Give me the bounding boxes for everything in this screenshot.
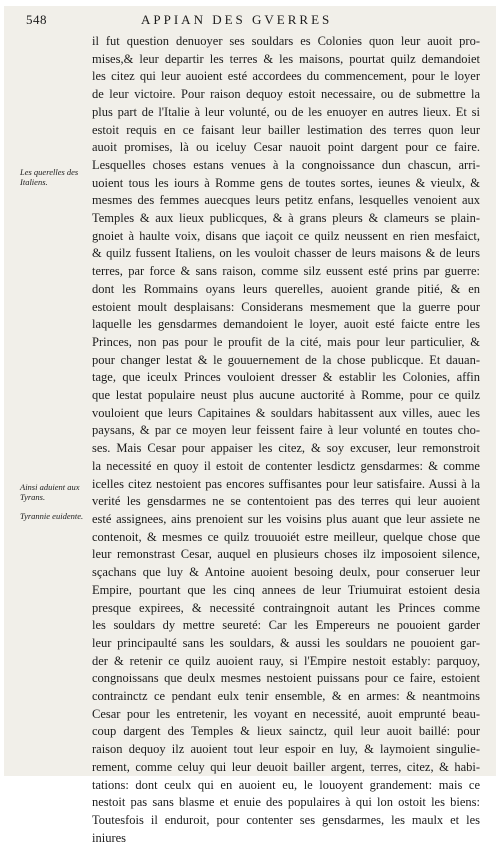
text-line: pour changer lestat & le gouuernement de la chose publicque. Et dauan-: [92, 352, 480, 367]
margin-notes: [20, 6, 88, 766]
text-line: laquelle les gensdarmes demandoient le loyer, auoit esté faicte entre les: [92, 317, 480, 332]
book-page: [4, 6, 496, 845]
text-line: nestoit pas sans blasme et enuie des populaires à qui lon ostoit les biens:: [92, 795, 480, 810]
text-line: & quilz fussent Italiens, on les vouloit chasser de leurs maisons & de leurs: [92, 246, 480, 261]
text-line: estoit requis en ce faisant leur bailler lestimation des terres quon leur: [92, 122, 480, 137]
text-line: mesmes des femmes auecques leurs petitz enfans, lesquelles venoient aux: [92, 193, 480, 208]
text-line: Toutesfois il enduroit, pour contenter ses gensdarmes, les maulx et les: [92, 812, 480, 827]
text-line: Princes, non pas pour le proufit de la cité, mais pour leur particulier, &: [92, 334, 480, 349]
text-line: verité les gensdarmes ne se contentoient pas des terres qui leur auoient: [92, 494, 480, 509]
text-line: dont les Rommains oyans leurs querelles, auoient grande pitié, & en: [92, 281, 480, 296]
text-line: les citez qui leur auoient esté accordees du commencement, pour le loyer: [92, 69, 480, 84]
text-line: estoient moult desplaisans: Considerans mesmement que la guerre pour: [92, 299, 480, 314]
text-line: les souldars dy mettre seureté: Car les Empereurs ne pouoient garder: [92, 618, 480, 633]
text-line: congnoissans que deulx mesmes nestoient puissans pour ce faire, estoient: [92, 671, 480, 686]
text-line: Empire, pourtant que les cinq annees de leur Triumuirat estoient desia: [92, 582, 480, 597]
text-line: la necessité en quoy il estoit de contenter lesdictz gensdarmes: & comme: [92, 458, 480, 473]
text-line: rement, comme celuy qui leur deuoit bailler argent, terres, citez, & habi-: [92, 759, 480, 774]
text-line: Temples & aux lieux publicques, & à grans pleurs & clameurs se plain-: [92, 211, 480, 226]
text-line: uoient tous les iours à Romme gens de toutes sortes, ieunes & vieulx, &: [92, 175, 480, 190]
margin-note: Les querelles des Italiens.: [20, 167, 79, 187]
running-head: APPIAN DES GVERRES: [141, 12, 333, 27]
text-line: Lesquelles choses estans venues à la congnoissance dun chascun, arri-: [92, 157, 480, 172]
text-line: sçachans que luy & Antoine auoient besoing deulx, pour conseruer leur: [92, 565, 480, 580]
text-line: terres, par force & sans raison, comme silz eussent esté prins par guerre:: [92, 264, 480, 279]
text-line: que lestat populaire neust plus aucune auctorité à Romme, pour ce quilz: [92, 388, 480, 403]
text-line: esté assignees, ains prenoient sur les voisins plus auant que leur assiete ne: [92, 511, 480, 526]
text-line: gnoiet à haulte voix, disans que iaçoit ce quilz neussent en rien mesfaict,: [92, 228, 480, 243]
text-line: der & retenir ce quilz auoient rauy, si l'Empire nestoit estably: parquoy,: [92, 653, 480, 668]
text-line: leur principaulté sans les souldars, & aussi les souldars ne pouoient gar-: [92, 635, 480, 650]
text-line: leur remonstrast Cesar, auquel en plusieurs choses ilz imposoient silence,: [92, 547, 480, 562]
text-line: raison dequoy ilz auoient tout leur espoir en luy, & laymoient singulie-: [92, 742, 480, 757]
text-line: contrainctz ce pendant eulx tenir ensemble, & en armes: & neantmoins: [92, 689, 480, 704]
margin-note: Tyrannie euidente.: [20, 511, 84, 521]
page-number: 548: [26, 12, 47, 27]
text-line: contenoit, & mesmes ce quilz trouuoiét estre meilleur, quelque chose que: [92, 529, 480, 544]
text-line: Cesar pour les entretenir, les voyant en necessité, auoit emprunté beau-: [92, 706, 480, 721]
text-line: coup dargent des Temples & lieux sainctz, quil leur auoit baillé: pour: [92, 724, 480, 739]
margin-note: Ainsi aduient aux Tyrans.: [20, 482, 80, 502]
text-line: icelles citez nestoient pas encores suffisantes pour leur satisfaire. Aussi à la: [92, 476, 480, 491]
text-line: plus part de l'Italie à leur volunté, ou de les enuoyer en autres lieux. Et si: [92, 104, 480, 119]
text-line: de leur victoire. Pour raison dequoy estoit necessaire, ou de submettre la: [92, 87, 480, 102]
text-line: auoit promises, là ou iceluy Cesar nauoit point dargent pour ce faire.: [92, 140, 480, 155]
text-line: iniures: [92, 830, 127, 845]
body-text: [92, 33, 480, 847]
text-line: ses. Mais Cesar pour appaiser les citez, & soy excuser, leur remonstroit: [92, 441, 480, 456]
text-line: vouloient que leurs Capitaines & souldars habitassent aux villes, auec les: [92, 405, 480, 420]
page-header: [26, 12, 456, 30]
text-line: tations: dont ceulx qui en auoient eu, le louoyent grandement: mais ce: [92, 777, 480, 792]
text-line: tage, que iceulx Princes vouloient dresser & establir les Colonies, affin: [92, 370, 480, 385]
text-line: presque expirees, & necessité contraingnoit autant les Princes comme: [92, 600, 480, 615]
text-line: paysans, & par ce moyen leur feissent faire à leur volunté en toutes cho-: [92, 423, 480, 438]
text-line: il fut question denuoyer ses souldars es Colonies quon leur auoit pro-: [92, 34, 480, 48]
text-line: mises,& leur departir les terres & les maisons, pourtat quilz demandoiet: [92, 51, 480, 66]
